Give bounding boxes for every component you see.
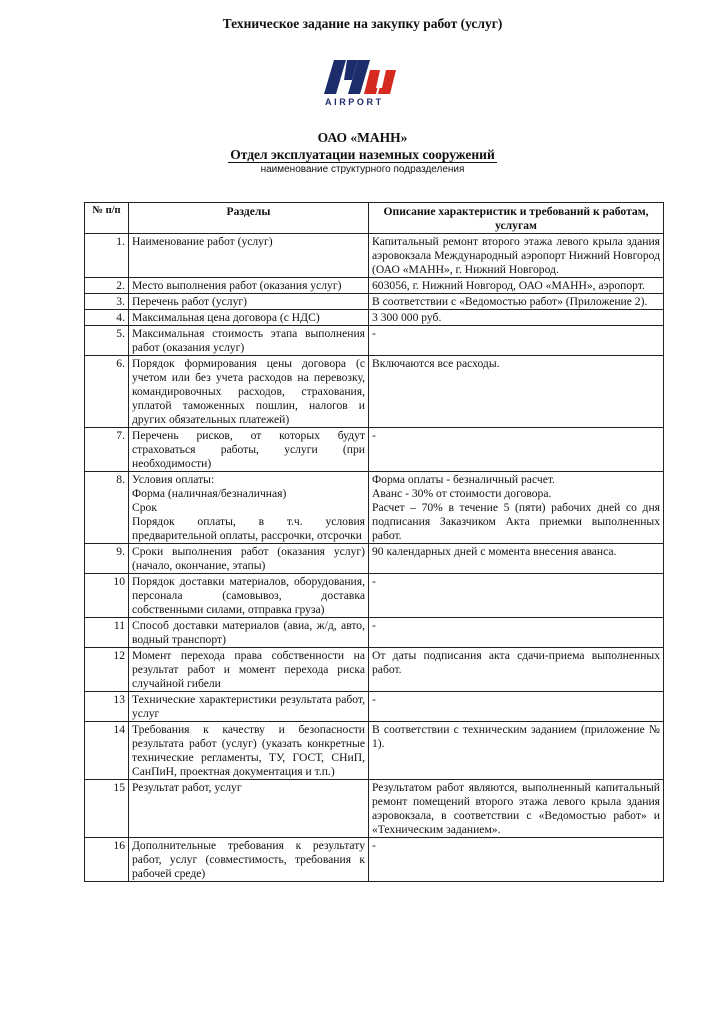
row-section: Максимальная цена договора (с НДС) xyxy=(129,310,369,326)
row-number: 4. xyxy=(85,310,129,326)
row-section: Перечень рисков, от которых будут страховаться работы, услуги (при необходимости) xyxy=(129,428,369,472)
row-description: - xyxy=(369,618,664,648)
row-description: 3 300 000 руб. xyxy=(369,310,664,326)
row-description: В соответствии с «Ведомостью работ» (Приложение 2). xyxy=(369,294,664,310)
row-description xyxy=(369,472,664,544)
row-description: - xyxy=(369,326,664,356)
table-row xyxy=(85,428,664,472)
row-number: 7. xyxy=(85,428,129,472)
table-row xyxy=(85,722,664,780)
row-number: 9. xyxy=(85,544,129,574)
row-number: 8. xyxy=(85,472,129,544)
row-number: 15 xyxy=(85,780,129,838)
row-section: Перечень работ (услуг) xyxy=(129,294,369,310)
row-number: 12 xyxy=(85,648,129,692)
row-number: 3. xyxy=(85,294,129,310)
header-description: Описание характеристик и требований к работам, услугам xyxy=(369,203,664,234)
row-section: Дополнительные требования к результату работ, услуг (совместимость, требования к рабочей среде) xyxy=(129,838,369,882)
row-description: - xyxy=(369,692,664,722)
row-section: Место выполнения работ (оказания услуг) xyxy=(129,278,369,294)
table-row xyxy=(85,326,664,356)
row-number: 2. xyxy=(85,278,129,294)
table-row xyxy=(85,310,664,326)
table-row xyxy=(85,234,664,278)
table-row xyxy=(85,278,664,294)
settlement-value: Расчет – 70% в течение 5 (пяти) рабочих дней со дня подписания Заказчиком Акта приемки выполненных работ. xyxy=(372,501,660,542)
payment-term-line: Срок xyxy=(132,501,157,514)
advance-value: Аванс - 30% от стоимости договора. xyxy=(372,487,552,500)
document-title: Техническое задание на закупку работ (услуг) xyxy=(222,16,503,31)
table-row xyxy=(85,544,664,574)
row-description: Включаются все расходы. xyxy=(369,356,664,428)
row-section: Наименование работ (услуг) xyxy=(129,234,369,278)
table-row xyxy=(85,472,664,544)
row-number: 11 xyxy=(85,618,129,648)
table-header-row xyxy=(85,203,664,234)
logo-caption: AIRPORT xyxy=(325,97,384,107)
row-number: 14 xyxy=(85,722,129,780)
row-description: 90 календарных дней с момента внесения аванса. xyxy=(369,544,664,574)
payment-terms-line: Условия оплаты: xyxy=(132,473,215,486)
row-description: - xyxy=(369,428,664,472)
row-number: 16 xyxy=(85,838,129,882)
table-row xyxy=(85,618,664,648)
row-number: 1. xyxy=(85,234,129,278)
header-num: № п/п xyxy=(85,203,129,234)
row-number: 10 xyxy=(85,574,129,618)
row-description: - xyxy=(369,574,664,618)
row-section: Порядок доставки материалов, оборудования, персонала (самовывоз, доставка собственными силами, отправка груза) xyxy=(129,574,369,618)
organization-name: ОАО «МАНН» xyxy=(317,130,408,145)
row-number: 5. xyxy=(85,326,129,356)
row-number: 13 xyxy=(85,692,129,722)
table-row xyxy=(85,692,664,722)
row-section: Момент перехода права собственности на результат работ и момент перехода риска случайной гибели xyxy=(129,648,369,692)
row-section: Порядок формирования цены договора (с учетом или без учета расходов на перевозку, командировочных расходов, страхования, уплатой таможенных пошлин, налогов и других обязательных платежей) xyxy=(129,356,369,428)
row-section: Результат работ, услуг xyxy=(129,780,369,838)
row-description: Капитальный ремонт второго этажа левого крыла здания аэровокзала Международный аэропорт Нижний Новгород (ОАО «МАНН», г. Нижний Новгород. xyxy=(369,234,664,278)
table-row xyxy=(85,838,664,882)
payment-form-value: Форма оплаты - безналичный расчет. xyxy=(372,473,555,486)
row-section: Сроки выполнения работ (оказания услуг) (начало, окончание, этапы) xyxy=(129,544,369,574)
row-description: От даты подписания акта сдачи-приема выполненных работ. xyxy=(369,648,664,692)
row-description: В соответствии с техническим заданием (приложение № 1). xyxy=(369,722,664,780)
table-row xyxy=(85,648,664,692)
row-description: Результатом работ являются, выполненный капитальный ремонт помещений второго этажа левого крыла здания аэровокзала, в соответствии с «Ведомостью работ» и «Техническим заданием». xyxy=(369,780,664,838)
row-section: Максимальная стоимость этапа выполнения работ (оказания услуг) xyxy=(129,326,369,356)
specification-table xyxy=(84,202,664,882)
department-name xyxy=(0,147,725,163)
row-description: 603056, г. Нижний Новгород, ОАО «МАНН», аэропорт. xyxy=(369,278,664,294)
row-description: - xyxy=(369,838,664,882)
header-sections: Разделы xyxy=(129,203,369,234)
table-row xyxy=(85,780,664,838)
row-section: Требования к качеству и безопасности результата работ (услуг) (указать конкретные технические регламенты, ТУ, ГОСТ, СНиП, СанПиН, проектная документация и т.п.) xyxy=(129,722,369,780)
company-logo xyxy=(324,58,402,110)
payment-procedure-line: Порядок оплаты, в т.ч. условия предварительной оплаты, рассрочки, отсрочки xyxy=(132,515,365,542)
department-caption: наименование структурного подразделения xyxy=(260,164,465,175)
table-row xyxy=(85,356,664,428)
payment-form-line: Форма (наличная/безналичная) xyxy=(132,487,287,500)
airport-logo-icon xyxy=(324,58,402,98)
department-name-text: Отдел эксплуатации наземных сооружений xyxy=(230,147,495,162)
table-row xyxy=(85,294,664,310)
row-section: Способ доставки материалов (авиа, ж/д, авто, водный транспорт) xyxy=(129,618,369,648)
table-row xyxy=(85,574,664,618)
row-section xyxy=(129,472,369,544)
row-section: Технические характеристики результата работ, услуг xyxy=(129,692,369,722)
row-number: 6. xyxy=(85,356,129,428)
